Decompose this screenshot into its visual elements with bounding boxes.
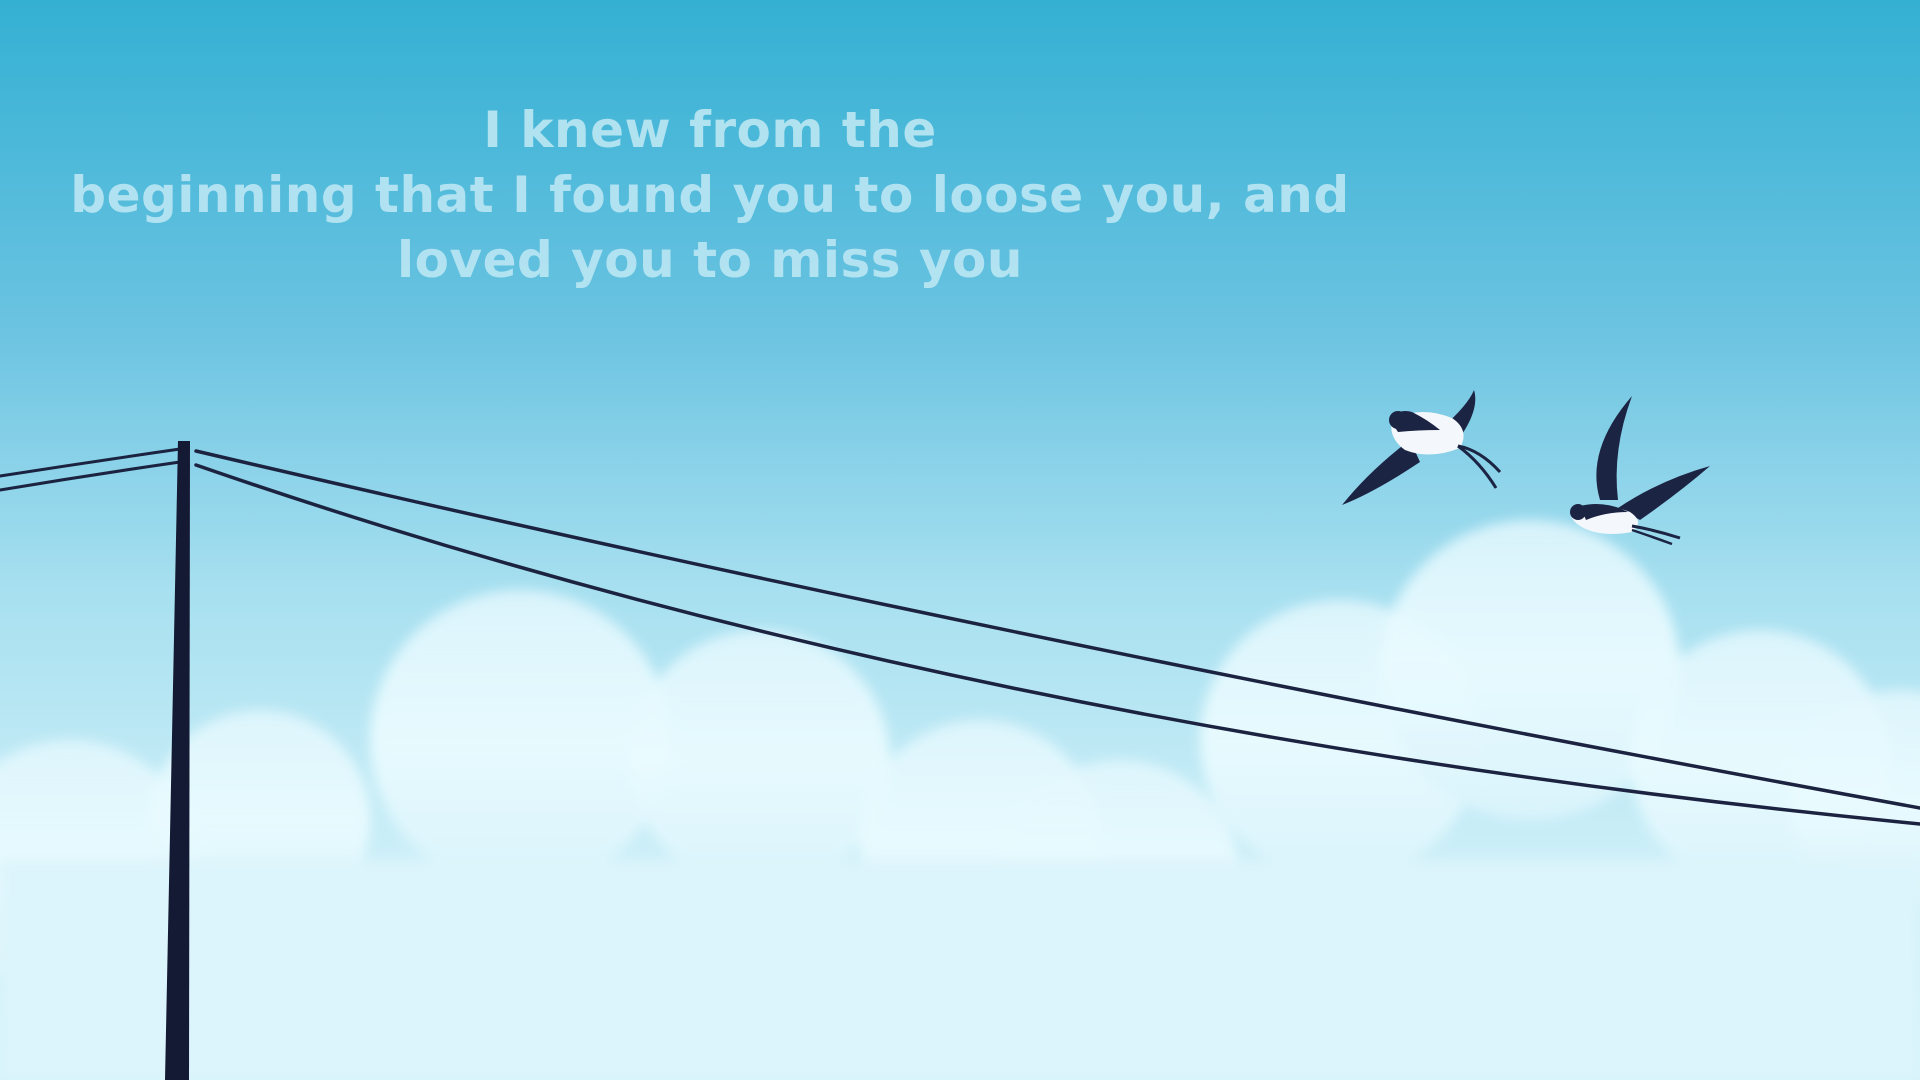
quote-line-3: loved you to miss you xyxy=(396,231,1023,289)
quote-text xyxy=(0,98,1420,293)
quote-line-2: beginning that I found you to loose you, and xyxy=(70,166,1350,224)
quote-line-1: I knew from the xyxy=(483,101,937,159)
